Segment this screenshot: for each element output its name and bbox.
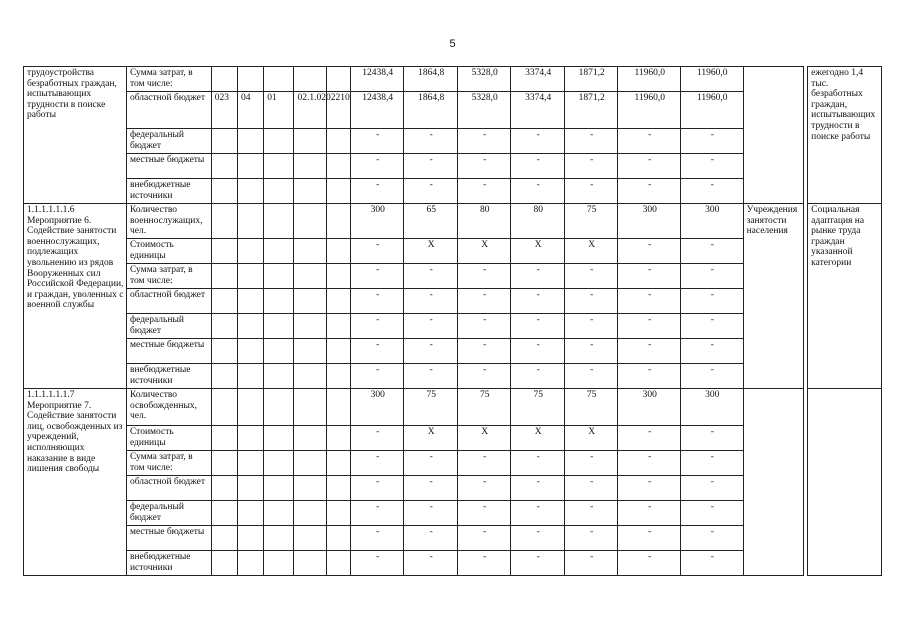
empty-cell (326, 426, 350, 451)
budget-code-cell (237, 314, 263, 339)
empty-cell (326, 264, 350, 289)
value-cell: - (681, 339, 744, 364)
empty-cell (326, 289, 350, 314)
budget-code-cell (237, 501, 263, 526)
budget-code-cell: 01 (264, 92, 294, 129)
value-cell: - (404, 476, 457, 501)
budget-code-cell (294, 526, 326, 551)
value-cell: - (351, 426, 404, 451)
budget-code-cell (264, 204, 294, 239)
activity-description: трудоустройства безработных граждан, испытывающих трудности в поиске работы (24, 67, 127, 204)
value-cell: - (457, 339, 510, 364)
budget-code-cell: 04 (237, 92, 263, 129)
budget-code-cell (294, 289, 326, 314)
value-cell: - (404, 129, 457, 154)
value-cell: 300 (351, 389, 404, 426)
value-cell: - (404, 526, 457, 551)
value-cell: - (681, 526, 744, 551)
value-cell: - (618, 451, 681, 476)
activity-description: 1.1.1.1.1.1.7 Мероприятие 7. Содействие занятости лиц, освобожденных из учреждений, исполняющих наказание в виде лишения свободы (24, 389, 127, 576)
value-cell: X (457, 239, 510, 264)
indicator-label: Количество военнослужащих, чел. (126, 204, 211, 239)
value-cell: - (404, 289, 457, 314)
value-cell: 12438,4 (351, 67, 404, 92)
value-cell: 3374,4 (511, 92, 564, 129)
value-cell: - (351, 129, 404, 154)
budget-code-cell (237, 179, 263, 204)
result-cell (808, 389, 882, 576)
budget-code-cell (237, 364, 263, 389)
indicator-label: Количество освобожденных, чел. (126, 389, 211, 426)
empty-cell (326, 364, 350, 389)
budget-code-cell (294, 154, 326, 179)
value-cell: - (511, 551, 564, 576)
value-cell: X (404, 239, 457, 264)
value-cell: - (351, 264, 404, 289)
budget-code-cell (211, 289, 237, 314)
value-cell: - (511, 264, 564, 289)
value-cell: - (511, 364, 564, 389)
value-cell: - (351, 154, 404, 179)
budget-code-cell (264, 476, 294, 501)
budget-code-cell (237, 526, 263, 551)
value-cell: - (351, 451, 404, 476)
value-cell: - (618, 179, 681, 204)
budget-code-cell (294, 501, 326, 526)
program-activities-table (23, 66, 882, 576)
indicator-label: внебюджетные источники (126, 551, 211, 576)
result-cell: Социальная адаптация на рынке труда граждан указанной категории (808, 204, 882, 389)
empty-cell (326, 239, 350, 264)
value-cell: - (457, 314, 510, 339)
budget-code-cell (294, 239, 326, 264)
budget-code-cell (211, 129, 237, 154)
value-cell: 80 (511, 204, 564, 239)
executor-cell (743, 389, 804, 576)
value-cell: - (618, 239, 681, 264)
budget-code-cell (294, 264, 326, 289)
value-cell: - (681, 551, 744, 576)
budget-code-cell (211, 264, 237, 289)
value-cell: 1864,8 (404, 67, 457, 92)
value-cell: 300 (681, 204, 744, 239)
value-cell: 65 (404, 204, 457, 239)
value-cell: - (618, 426, 681, 451)
indicator-label: внебюджетные источники (126, 364, 211, 389)
value-cell: - (681, 476, 744, 501)
budget-code-cell (294, 451, 326, 476)
value-cell: - (457, 476, 510, 501)
budget-code-cell (294, 129, 326, 154)
budget-code-cell (294, 179, 326, 204)
value-cell: - (404, 551, 457, 576)
value-cell: X (564, 239, 617, 264)
budget-code-cell: 02.1.0202210 (294, 92, 326, 129)
value-cell: - (564, 364, 617, 389)
indicator-label: внебюджетные источники (126, 179, 211, 204)
empty-cell (326, 67, 350, 92)
budget-code-cell (211, 154, 237, 179)
empty-cell (326, 154, 350, 179)
budget-code-cell (211, 501, 237, 526)
indicator-label: местные бюджеты (126, 526, 211, 551)
value-cell: - (564, 129, 617, 154)
value-cell: - (681, 154, 744, 179)
budget-code-cell (211, 426, 237, 451)
budget-code-cell (211, 364, 237, 389)
value-cell: - (351, 239, 404, 264)
budget-code-cell (237, 289, 263, 314)
empty-cell (326, 551, 350, 576)
budget-code-cell (211, 314, 237, 339)
value-cell: 1871,2 (564, 67, 617, 92)
indicator-label: местные бюджеты (126, 339, 211, 364)
value-cell: - (457, 451, 510, 476)
budget-code-cell (237, 339, 263, 364)
budget-code-cell (211, 451, 237, 476)
value-cell: 80 (457, 204, 510, 239)
value-cell: - (457, 289, 510, 314)
value-cell: - (511, 451, 564, 476)
value-cell: 1871,2 (564, 92, 617, 129)
value-cell: - (564, 551, 617, 576)
value-cell: - (511, 154, 564, 179)
indicator-label: Стоимость единицы (126, 426, 211, 451)
value-cell: 300 (351, 204, 404, 239)
value-cell: 11960,0 (681, 67, 744, 92)
budget-code-cell (264, 551, 294, 576)
value-cell: - (681, 289, 744, 314)
empty-cell (326, 501, 350, 526)
value-cell: - (681, 129, 744, 154)
empty-cell (326, 204, 350, 239)
budget-code-cell (264, 339, 294, 364)
value-cell: - (564, 501, 617, 526)
budget-code-cell (294, 67, 326, 92)
budget-code-cell (264, 129, 294, 154)
budget-code-cell (237, 67, 263, 92)
value-cell: - (618, 129, 681, 154)
value-cell: - (457, 129, 510, 154)
table-row (24, 389, 882, 426)
value-cell: - (681, 451, 744, 476)
value-cell: - (404, 501, 457, 526)
value-cell: 5328,0 (457, 67, 510, 92)
value-cell: - (351, 526, 404, 551)
value-cell: - (564, 451, 617, 476)
value-cell: - (404, 339, 457, 364)
value-cell: 75 (404, 389, 457, 426)
budget-code-cell (264, 154, 294, 179)
budget-code-cell (237, 426, 263, 451)
budget-code-cell (211, 339, 237, 364)
empty-cell (326, 129, 350, 154)
value-cell: - (681, 264, 744, 289)
value-cell: - (618, 551, 681, 576)
budget-code-cell (264, 426, 294, 451)
value-cell: - (564, 339, 617, 364)
value-cell: - (511, 314, 564, 339)
indicator-label: областной бюджет (126, 289, 211, 314)
value-cell: - (618, 501, 681, 526)
value-cell: - (404, 451, 457, 476)
budget-code-cell (237, 154, 263, 179)
value-cell: 75 (564, 204, 617, 239)
budget-code-cell (237, 389, 263, 426)
value-cell: 75 (511, 389, 564, 426)
budget-code-cell (211, 476, 237, 501)
value-cell: - (457, 501, 510, 526)
budget-code-cell (294, 476, 326, 501)
budget-code-cell (211, 67, 237, 92)
value-cell: - (404, 154, 457, 179)
budget-code-cell (237, 204, 263, 239)
budget-code-cell (237, 551, 263, 576)
budget-code-cell (211, 179, 237, 204)
budget-code-cell (264, 67, 294, 92)
budget-code-cell (294, 364, 326, 389)
value-cell: 300 (618, 204, 681, 239)
value-cell: X (564, 426, 617, 451)
value-cell: 12438,4 (351, 92, 404, 129)
budget-code-cell (211, 239, 237, 264)
empty-cell (326, 451, 350, 476)
indicator-label: Сумма затрат, в том числе: (126, 451, 211, 476)
budget-code-cell (264, 314, 294, 339)
value-cell: X (511, 239, 564, 264)
value-cell: - (511, 526, 564, 551)
value-cell: X (511, 426, 564, 451)
value-cell: - (511, 339, 564, 364)
budget-code-cell (264, 364, 294, 389)
budget-code-cell (211, 551, 237, 576)
budget-code-cell (237, 476, 263, 501)
indicator-label: федеральный бюджет (126, 129, 211, 154)
value-cell: 11960,0 (618, 92, 681, 129)
indicator-label: Стоимость единицы (126, 239, 211, 264)
value-cell: - (564, 289, 617, 314)
value-cell: 11960,0 (681, 92, 744, 129)
value-cell: - (351, 314, 404, 339)
value-cell: - (564, 154, 617, 179)
value-cell: 75 (457, 389, 510, 426)
value-cell: - (457, 179, 510, 204)
budget-code-cell (237, 451, 263, 476)
budget-code-cell (294, 314, 326, 339)
indicator-label: Сумма затрат, в том числе: (126, 264, 211, 289)
value-cell: - (457, 264, 510, 289)
value-cell: - (618, 289, 681, 314)
value-cell: - (681, 426, 744, 451)
value-cell: X (457, 426, 510, 451)
value-cell: - (351, 289, 404, 314)
value-cell: - (681, 179, 744, 204)
budget-code-cell (264, 389, 294, 426)
budget-code-cell (294, 389, 326, 426)
indicator-label: федеральный бюджет (126, 314, 211, 339)
budget-code-cell (237, 264, 263, 289)
value-cell: - (457, 154, 510, 179)
value-cell: - (457, 364, 510, 389)
executor-cell (743, 67, 804, 204)
value-cell: - (511, 129, 564, 154)
value-cell: - (404, 364, 457, 389)
budget-code-cell (294, 551, 326, 576)
value-cell: - (564, 476, 617, 501)
executor-cell: Учреждения занятости населения (743, 204, 804, 389)
indicator-label: Сумма затрат, в том числе: (126, 67, 211, 92)
value-cell: - (564, 314, 617, 339)
budget-code-cell (264, 264, 294, 289)
value-cell: 300 (618, 389, 681, 426)
value-cell: 1864,8 (404, 92, 457, 129)
value-cell: - (457, 551, 510, 576)
value-cell: - (351, 476, 404, 501)
value-cell: - (511, 501, 564, 526)
table-row (24, 204, 882, 239)
empty-cell (326, 179, 350, 204)
value-cell: - (404, 264, 457, 289)
budget-code-cell (211, 389, 237, 426)
value-cell: - (681, 501, 744, 526)
value-cell: - (681, 314, 744, 339)
value-cell: - (351, 551, 404, 576)
indicator-label: областной бюджет (126, 476, 211, 501)
value-cell: - (681, 364, 744, 389)
value-cell: 11960,0 (618, 67, 681, 92)
value-cell: - (618, 314, 681, 339)
value-cell: 5328,0 (457, 92, 510, 129)
value-cell: - (457, 526, 510, 551)
budget-code-cell: 023 (211, 92, 237, 129)
empty-cell (326, 314, 350, 339)
value-cell: X (404, 426, 457, 451)
value-cell: - (681, 239, 744, 264)
value-cell: - (564, 526, 617, 551)
table-row (24, 67, 882, 92)
budget-code-cell (264, 179, 294, 204)
budget-code-cell (294, 339, 326, 364)
value-cell: 75 (564, 389, 617, 426)
budget-code-cell (264, 239, 294, 264)
value-cell: - (351, 179, 404, 204)
value-cell: 300 (681, 389, 744, 426)
value-cell: - (618, 339, 681, 364)
result-cell: ежегодно 1,4 тыс. безработных граждан, испытывающих трудности в поиске работы (808, 67, 882, 204)
value-cell: - (351, 364, 404, 389)
indicator-label: федеральный бюджет (126, 501, 211, 526)
value-cell: 3374,4 (511, 67, 564, 92)
value-cell: - (618, 526, 681, 551)
budget-code-cell (294, 204, 326, 239)
empty-cell (326, 476, 350, 501)
activity-description: 1.1.1.1.1.1.6 Мероприятие 6. Содействие занятости военнослужащих, подлежащих увольнению из рядов Вооруженных сил Российской Федерации, и граждан, уволенных с военной службы (24, 204, 127, 389)
empty-cell (326, 339, 350, 364)
value-cell: - (404, 314, 457, 339)
budget-code-cell (237, 239, 263, 264)
value-cell: - (618, 264, 681, 289)
budget-code-cell (264, 451, 294, 476)
budget-code-cell (294, 426, 326, 451)
budget-code-cell (211, 526, 237, 551)
budget-code-cell (211, 204, 237, 239)
value-cell: - (618, 154, 681, 179)
page-number: 5 (449, 38, 456, 50)
value-cell: - (618, 364, 681, 389)
value-cell: - (564, 179, 617, 204)
empty-cell (326, 526, 350, 551)
budget-code-cell (237, 129, 263, 154)
indicator-label: местные бюджеты (126, 154, 211, 179)
value-cell: - (351, 501, 404, 526)
budget-code-cell (264, 501, 294, 526)
budget-code-cell (264, 289, 294, 314)
value-cell: - (618, 476, 681, 501)
empty-cell (326, 389, 350, 426)
indicator-label: областной бюджет (126, 92, 211, 129)
value-cell: - (511, 476, 564, 501)
value-cell: - (404, 179, 457, 204)
value-cell: - (351, 339, 404, 364)
value-cell: - (511, 179, 564, 204)
value-cell: - (511, 289, 564, 314)
value-cell: - (564, 264, 617, 289)
budget-code-cell (264, 526, 294, 551)
